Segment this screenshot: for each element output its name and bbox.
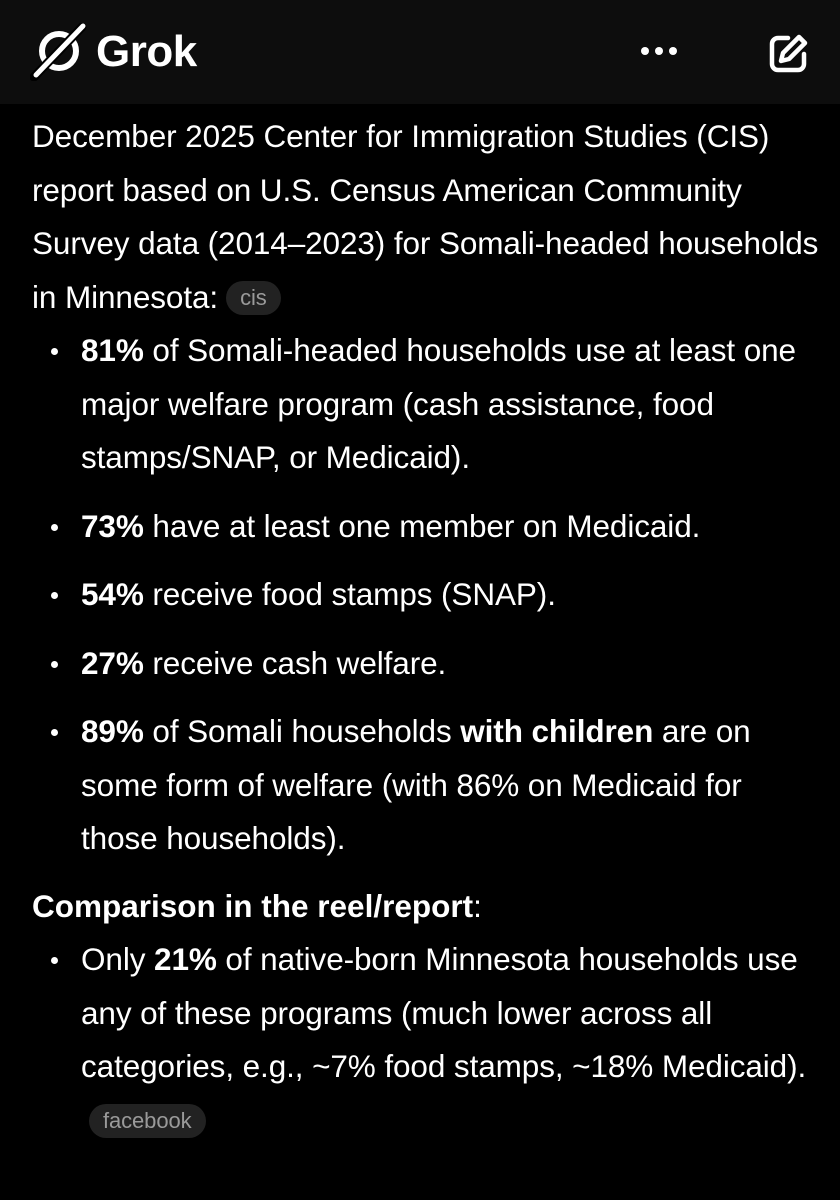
intro-text: December 2025 Center for Immigration Studies (CIS) report based on U.S. Census American Community Survey data (2014–2023) for Somali-headed households in Minnesota: <box>32 118 819 315</box>
list-item <box>32 705 822 866</box>
more-options-button[interactable] <box>634 26 684 76</box>
list-item <box>32 637 822 691</box>
comparison-heading <box>32 880 822 934</box>
stat-value: 21% <box>154 941 217 977</box>
stat-text: receive cash welfare. <box>143 644 447 681</box>
grok-logo-icon <box>30 23 88 81</box>
intro-paragraph <box>32 110 822 324</box>
grok-response <box>32 110 822 1147</box>
stat-emphasis: with children <box>460 713 654 749</box>
list-item <box>32 933 822 1147</box>
list-item <box>32 500 822 554</box>
stat-text: of Somali households <box>143 713 461 749</box>
app-header <box>0 0 840 104</box>
source-chip-cis[interactable]: cis <box>226 281 281 315</box>
stat-value: 54% <box>81 576 144 612</box>
stat-value: 89% <box>81 713 144 749</box>
stat-value: 81% <box>81 332 144 368</box>
new-chat-edit-icon <box>766 32 810 76</box>
comparison-prefix: Only <box>81 941 155 977</box>
source-chip-facebook[interactable]: facebook <box>89 1104 206 1138</box>
stat-value: 27% <box>81 644 144 681</box>
comparison-list <box>32 933 822 1147</box>
list-item <box>32 324 822 485</box>
list-item <box>32 568 822 622</box>
app-name: Grok <box>96 27 197 76</box>
new-chat-button[interactable] <box>760 26 816 82</box>
comparison-heading-suffix: : <box>473 887 482 924</box>
stat-text: of Somali-headed households use at least one major welfare program (cash assistance, food stamps/SNAP, or Medicaid). <box>81 332 796 475</box>
stat-value: 73% <box>81 507 144 544</box>
comparison-text: of native-born Minnesota households use any of these programs (much lower across all categories, e.g., ~7% food stamps, ~18% Medicaid). <box>81 941 807 1084</box>
more-horizontal-icon <box>639 45 679 57</box>
stat-text: receive food stamps (SNAP). <box>143 576 556 612</box>
stats-list <box>32 324 822 866</box>
grok-logo[interactable] <box>30 24 197 80</box>
comparison-heading-text: Comparison in the reel/report <box>32 887 474 924</box>
stat-text: have at least one member on Medicaid. <box>143 507 701 544</box>
stat-text: are on some form of welfare (with 86% on Medicaid for those households). <box>81 713 751 856</box>
